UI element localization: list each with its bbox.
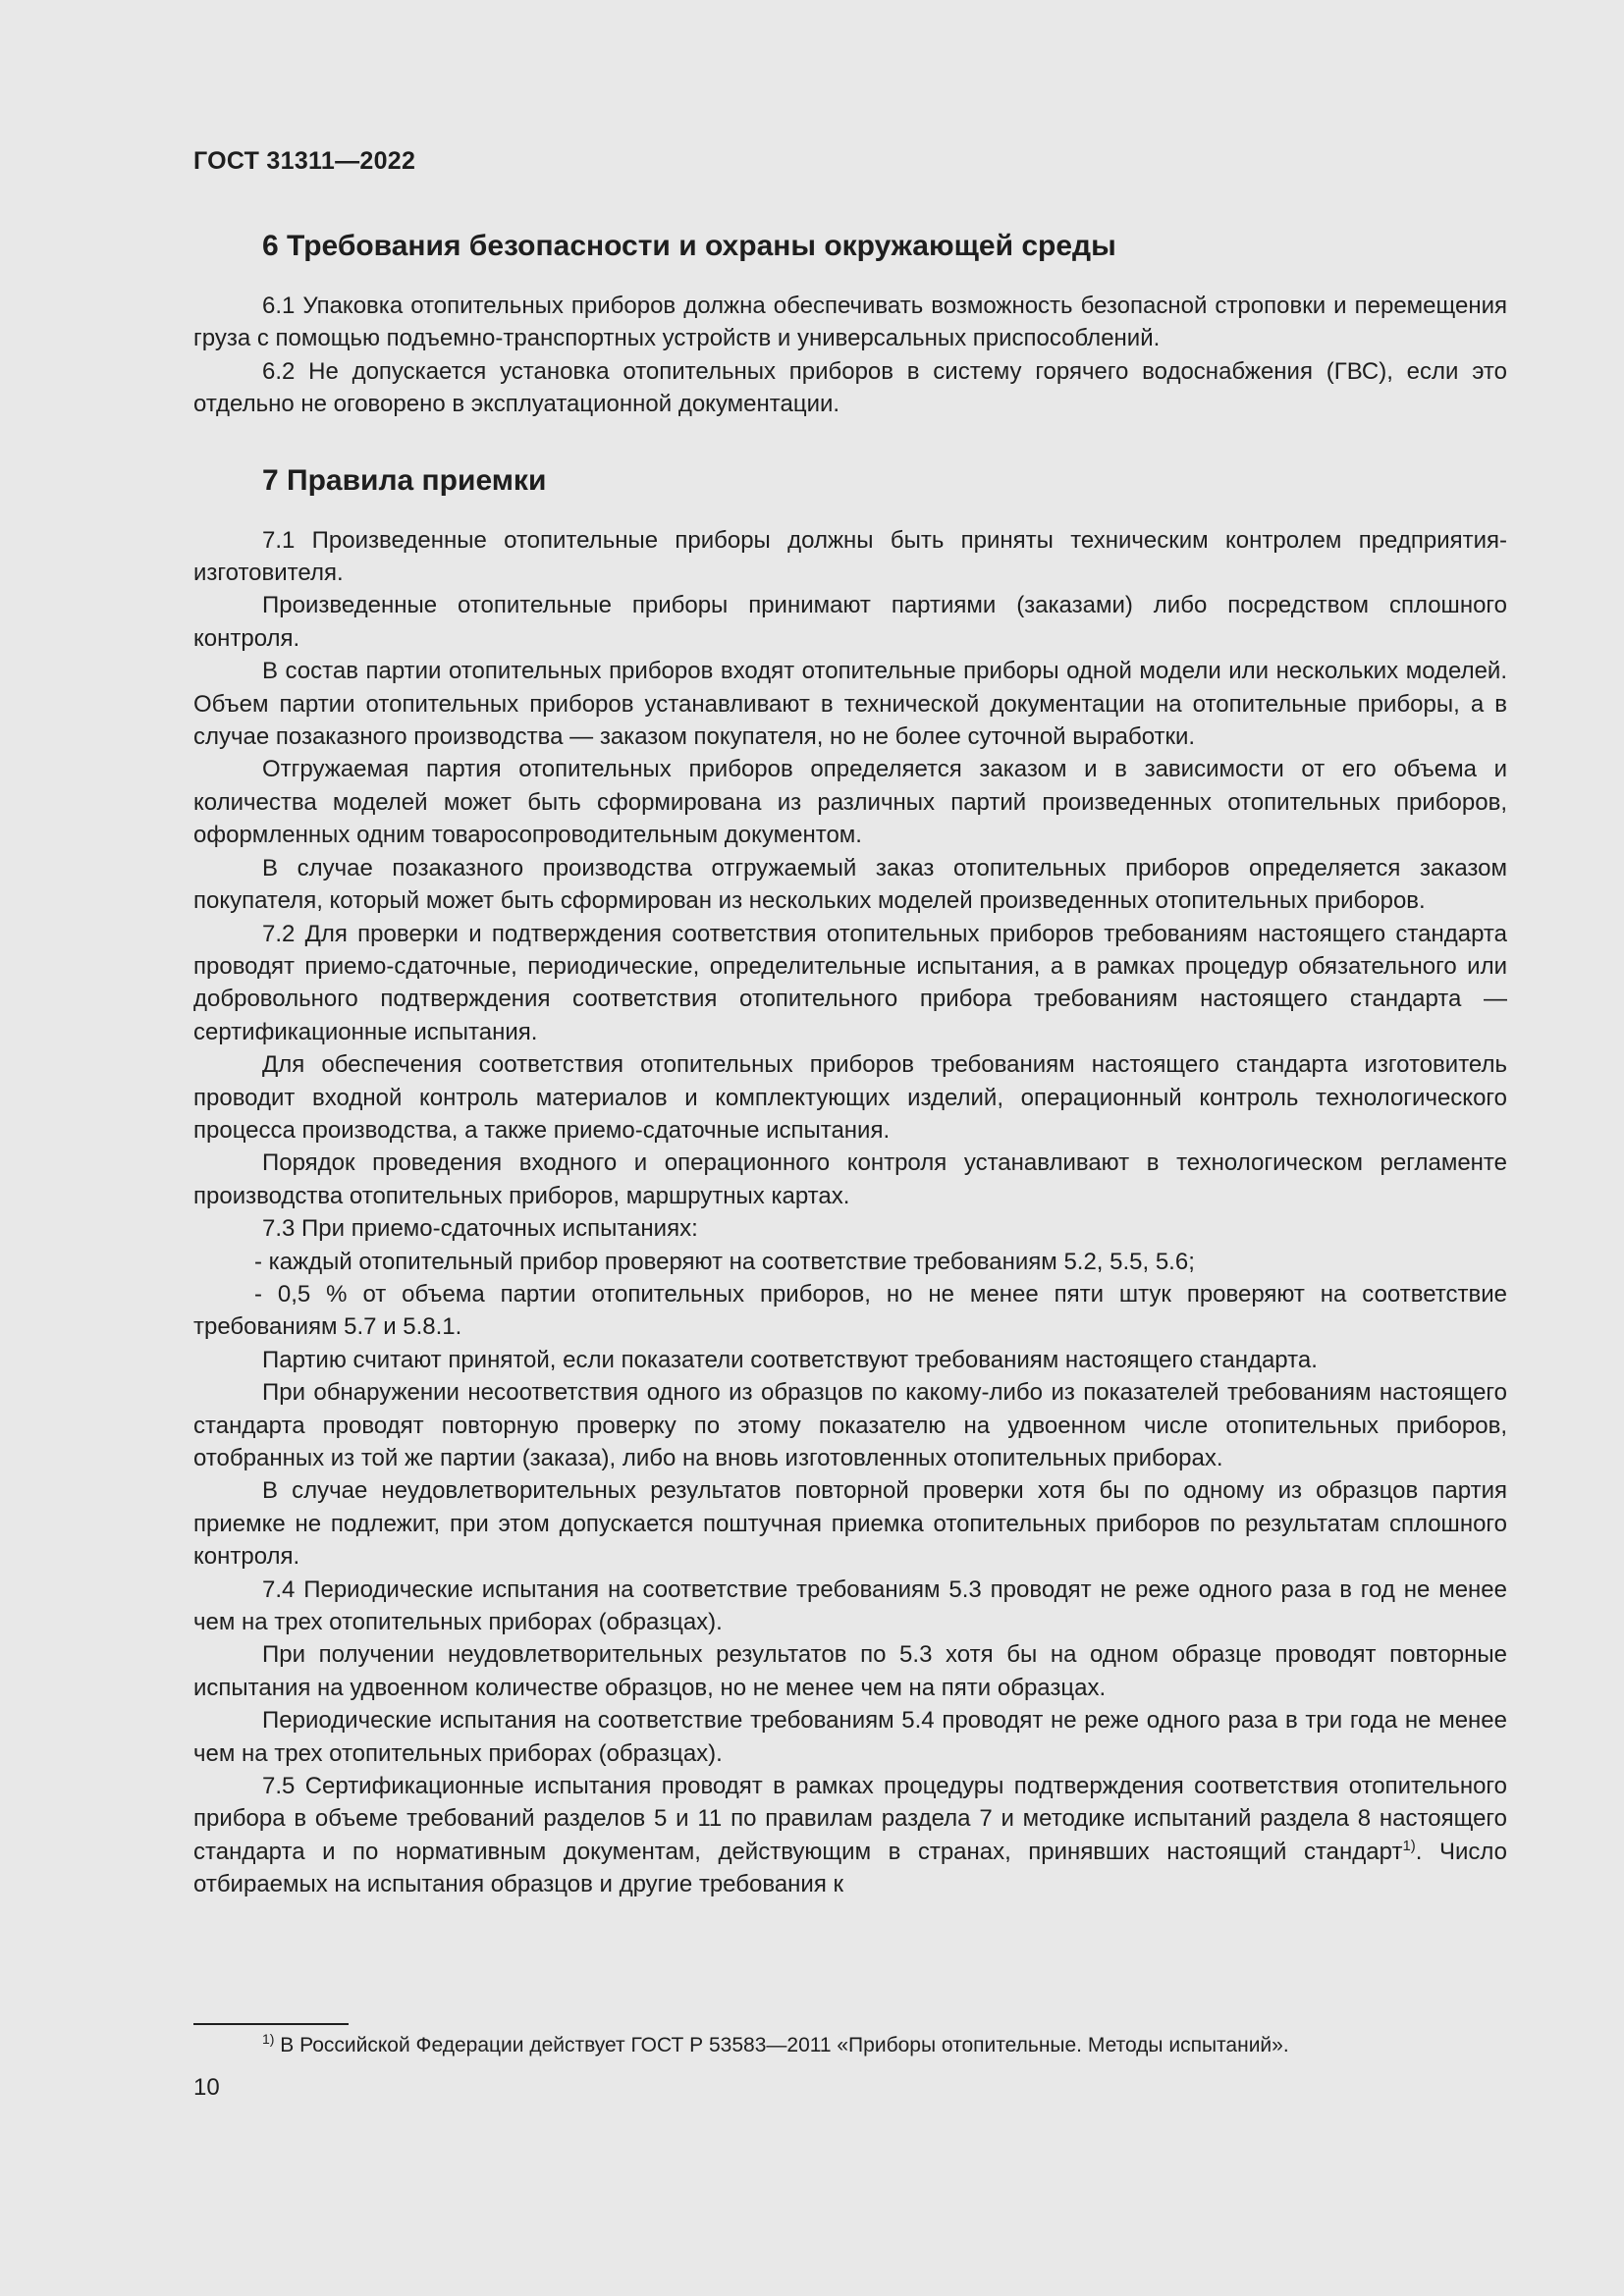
paragraph-text: . Число отбираемых на испытания образцов и другие требования к — [193, 1838, 1507, 1898]
paragraph: Произведенные отопительные приборы принимают партиями (заказами) либо посредством сплошного контроля. — [193, 592, 1507, 652]
section-7-heading: 7 Правила приемки — [262, 463, 547, 497]
footnote-reference[interactable]: 1) — [1402, 1837, 1416, 1854]
footnote — [262, 2032, 1289, 2059]
paragraph-7-1: 7.1 Произведенные отопительные приборы должны быть приняты техническим контролем предприятия-изготовителя. — [193, 526, 1507, 587]
paragraph-7-4: 7.4 Периодические испытания на соответствие требованиям 5.3 проводят не реже одного раза в год не менее чем на трех отопительных приборах (образцах). — [193, 1575, 1507, 1636]
paragraph: В случае неудовлетворительных результатов повторной проверки хотя бы по одному из образцов партия приемке не подлежит, при этом допускается поштучная приемка отопительных приборов по результатам сплошного контроля. — [193, 1477, 1507, 1571]
list-item: - каждый отопительный прибор проверяют на соответствие требованиям 5.2, 5.5, 5.6; — [254, 1248, 1195, 1275]
document-code-header: ГОСТ 31311—2022 — [193, 147, 416, 175]
footnote-mark: 1) — [262, 2031, 275, 2047]
list-item: - 0,5 % от объема партии отопительных приборов, но не менее пяти штук проверяют на соответствие требованиям 5.7 и 5.8.1. — [193, 1280, 1507, 1341]
section-6-heading: 6 Требования безопасности и охраны окружающей среды — [262, 230, 1116, 262]
paragraph: Для обеспечения соответствия отопительных приборов требованиям настоящего стандарта изготовитель проводит входной контроль материалов и комплектующих изделий, операционный контроль технологического процесса производства, а также приемо-сдаточные испытания. — [193, 1051, 1507, 1144]
paragraph: Периодические испытания на соответствие требованиям 5.4 проводят не реже одного раза в три года не менее чем на трех отопительных приборах (образцах). — [193, 1707, 1507, 1767]
paragraph-7-5 — [193, 1770, 1507, 1901]
paragraph-text: 7.5 Сертификационные испытания проводят в рамках процедуры подтверждения соответствия отопительного прибора в объеме требований разделов 5 и 11 по правилам раздела 7 и методике испытаний раздела 8 настоящего стандарта и по нормативным документам, действующим в странах, принявших настоящий стандарт — [193, 1773, 1507, 1865]
paragraph: Партию считают принятой, если показатели соответствуют требованиям настоящего стандарта. — [262, 1346, 1318, 1373]
paragraph: При получении неудовлетворительных результатов по 5.3 хотя бы на одном образце проводят повторные испытания на удвоенном количестве образцов, но не менее чем на пяти образцах. — [193, 1641, 1507, 1701]
paragraph: В случае позаказного производства отгружаемый заказ отопительных приборов определяется заказом покупателя, который может быть сформирован из нескольких моделей произведенных отопительных приборов. — [193, 854, 1507, 915]
paragraph-7-3: 7.3 При приемо-сдаточных испытаниях: — [262, 1215, 698, 1243]
paragraph-6-2: 6.2 Не допускается установка отопительных приборов в систему горячего водоснабжения (ГВС), если это отдельно не оговорено в эксплуатационной документации. — [193, 357, 1507, 418]
paragraph-6-1: 6.1 Упаковка отопительных приборов должна обеспечивать возможность безопасной строповки и перемещения груза с помощью подъемно-транспортных устройств и универсальных приспособлений. — [193, 293, 1507, 352]
footnote-text: В Российской Федерации действует ГОСТ Р 53583—2011 «Приборы отопительные. Методы испытаний». — [274, 2034, 1289, 2056]
paragraph: Отгружаемая партия отопительных приборов определяется заказом и в зависимости от его объема и количества моделей может быть сформирована из различных партий произведенных отопительных приборов, оформленных одним товаросопроводительным документом. — [193, 756, 1507, 849]
paragraph: Порядок проведения входного и операционного контроля устанавливают в технологическом регламенте производства отопительных приборов, маршрутных картах. — [193, 1149, 1507, 1209]
document-body — [193, 228, 1507, 1901]
page-number: 10 — [193, 2074, 220, 2101]
paragraph: При обнаружении несоответствия одного из образцов по какому-либо из показателей требованиям настоящего стандарта проводят повторную проверку по этому показателю на удвоенном числе отопительных приборов, отобранных из той же партии (заказа), либо на вновь изготовленных отопительных приборах. — [193, 1379, 1507, 1471]
paragraph: В состав партии отопительных приборов входят отопительные приборы одной модели или нескольких моделей. Объем партии отопительных приборов устанавливают в технической документации на отопительные приборы, а в случае позаказного производства — заказом покупателя, но не более суточной выработки. — [193, 658, 1507, 751]
paragraph-7-2: 7.2 Для проверки и подтверждения соответствия отопительных приборов требованиям настоящего стандарта проводят приемо-сдаточные, периодические, определительные испытания, а в рамках процедур обязательного или добровольного подтверждения соответствия отопительного прибора требованиям настоящего стандарта — сертификационные испытания. — [193, 920, 1507, 1045]
footnote-divider — [193, 2023, 349, 2025]
